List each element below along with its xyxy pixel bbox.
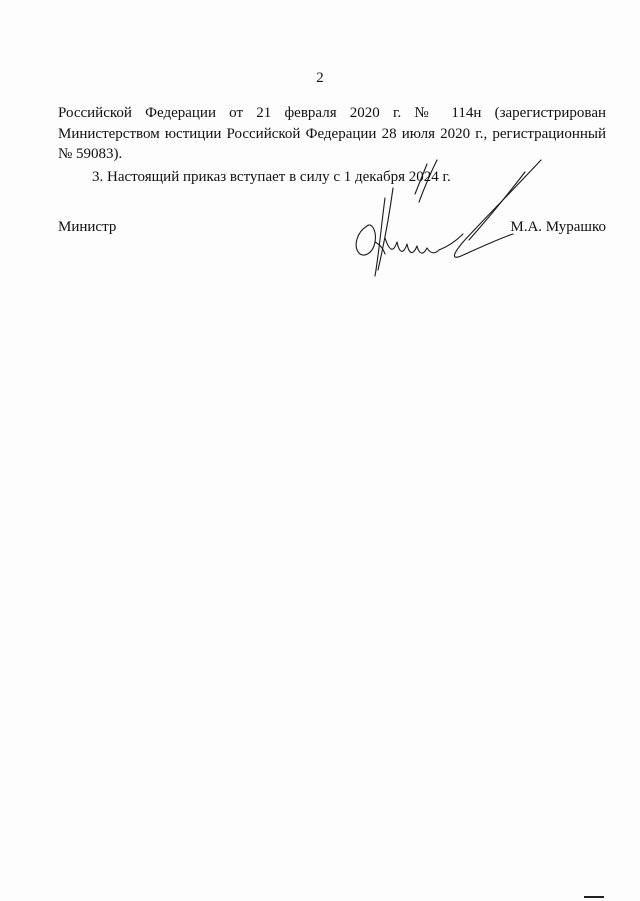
paragraph-item-3: 3. Настоящий приказ вступает в силу с 1 декабря 2024 г. bbox=[92, 168, 451, 185]
signer-title: Министр bbox=[58, 219, 117, 235]
paragraph-continuation: Российской Федерации от 21 февраля 2020 г. № 114н (зарегистрирован Министерством юстиции Российской Федерации 28 июля 2020 г., регистрационный № 59083). bbox=[58, 105, 606, 162]
handwritten-signature-icon bbox=[345, 158, 545, 288]
scan-artifact bbox=[584, 896, 604, 898]
signer-name: М.А. Мурашко bbox=[510, 219, 606, 235]
page-number: 2 bbox=[316, 70, 324, 86]
